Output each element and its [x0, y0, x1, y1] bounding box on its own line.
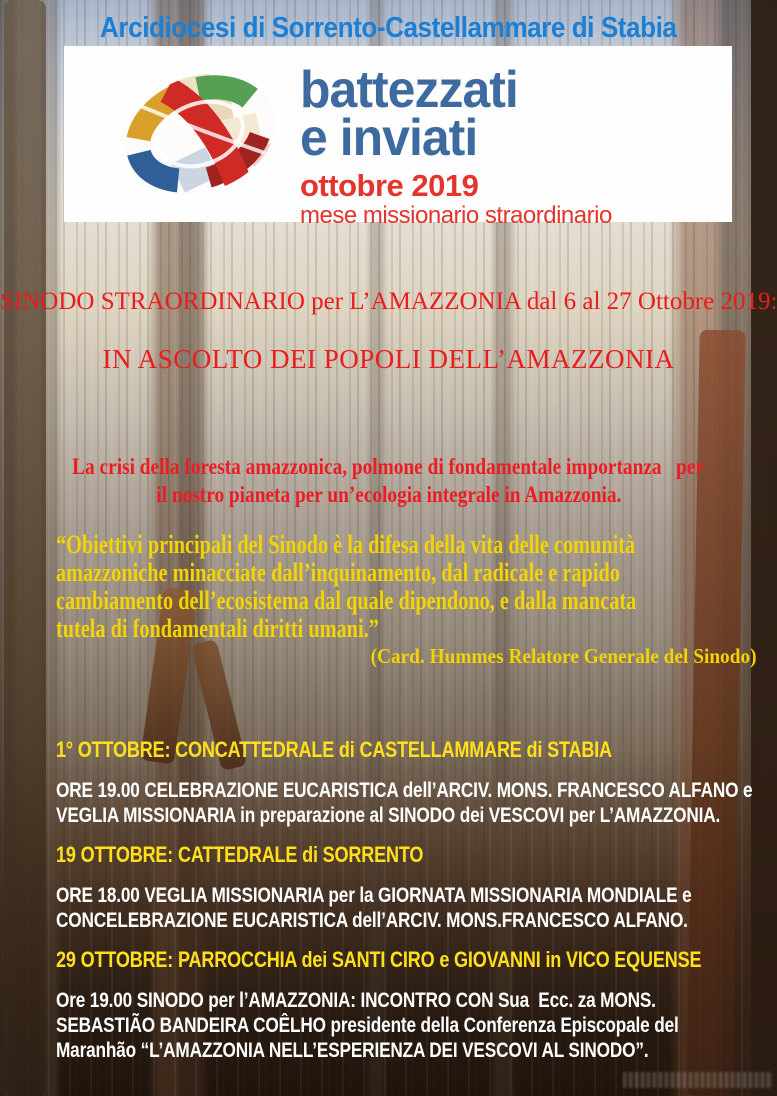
banner-title-line2: e inviati: [300, 109, 478, 167]
mission-banner: [64, 46, 732, 229]
event-3-details: Ore 19.00 SINODO per l’AMAZZONIA: INCONTRO CON Sua Ecc. za MONS. SEBASTIÃO BANDEIRA COÊLHO presidente della Conferenza Episcopale del Maranhão “L’AMAZZONIA NELL’ESPERIENZA DEI VESCOVI AL SINODO”.: [56, 989, 679, 1062]
quote-text: “Obiettivi principali del Sinodo è la difesa della vita delle comunità amazzoniche minacciate dall’inquinamento, dal radicale e rapido cambiamento dell’ecosistema dal quale dipendono, e dalla mancata tutela di fondamentali diritti umani.”: [56, 530, 637, 643]
banner-text: [300, 61, 612, 229]
photo-watermark: [623, 1072, 773, 1088]
event-1-details: ORE 19.00 CELEBRAZIONE EUCARISTICA dell’ARCIV. MONS. FRANCESCO ALFANO e VEGLIA MISSIONARIA in preparazione al SINODO dei VESCOVI per L’AMAZZONIA.: [56, 779, 753, 827]
quote-attribution: (Card. Hummes Relatore Generale del Sinodo): [371, 644, 757, 668]
banner-subtitle: ottobre 2019: [300, 168, 479, 203]
event-2-details: ORE 18.00 VEGLIA MISSIONARIA per la GIORNATA MISSIONARIA MONDIALE e CONCELEBRAZIONE EUCARISTICA dell’ARCIV. MONS.FRANCESCO ALFANO.: [56, 884, 692, 932]
event-list: [56, 738, 756, 1078]
banner-tagline: mese missionario straordinario: [300, 202, 612, 229]
banner-title-line1: battezzati: [300, 61, 518, 119]
page-title-text: Arcidiocesi di Sorrento-Castellammare di Stabia: [100, 12, 677, 44]
crisis-text: La crisi della foresta amazzonica, polmone di fondamentale importanza per il nostro pianeta per un’ecologia integrale in Amazzonia.: [72, 454, 705, 507]
event-1-heading: 1° OTTOBRE: CONCATTEDRALE di CASTELLAMMARE di STABIA: [56, 737, 612, 762]
synod-dates-line: SINODO STRAORDINARIO per L’AMAZZONIA dal 6 al 27 Ottobre 2019:: [0, 288, 777, 315]
synod-theme-line: IN ASCOLTO DEI POPOLI DELL’AMAZZONIA: [102, 344, 675, 374]
event-3-heading: 29 OTTOBRE: PARROCCHIA dei SANTI CIRO e GIOVANNI in VICO EQUENSE: [56, 947, 702, 972]
page-title: [0, 12, 777, 45]
event-2-heading: 19 OTTOBRE: CATTEDRALE di SORRENTO: [56, 842, 424, 867]
mission-globe-icon: [120, 54, 280, 214]
